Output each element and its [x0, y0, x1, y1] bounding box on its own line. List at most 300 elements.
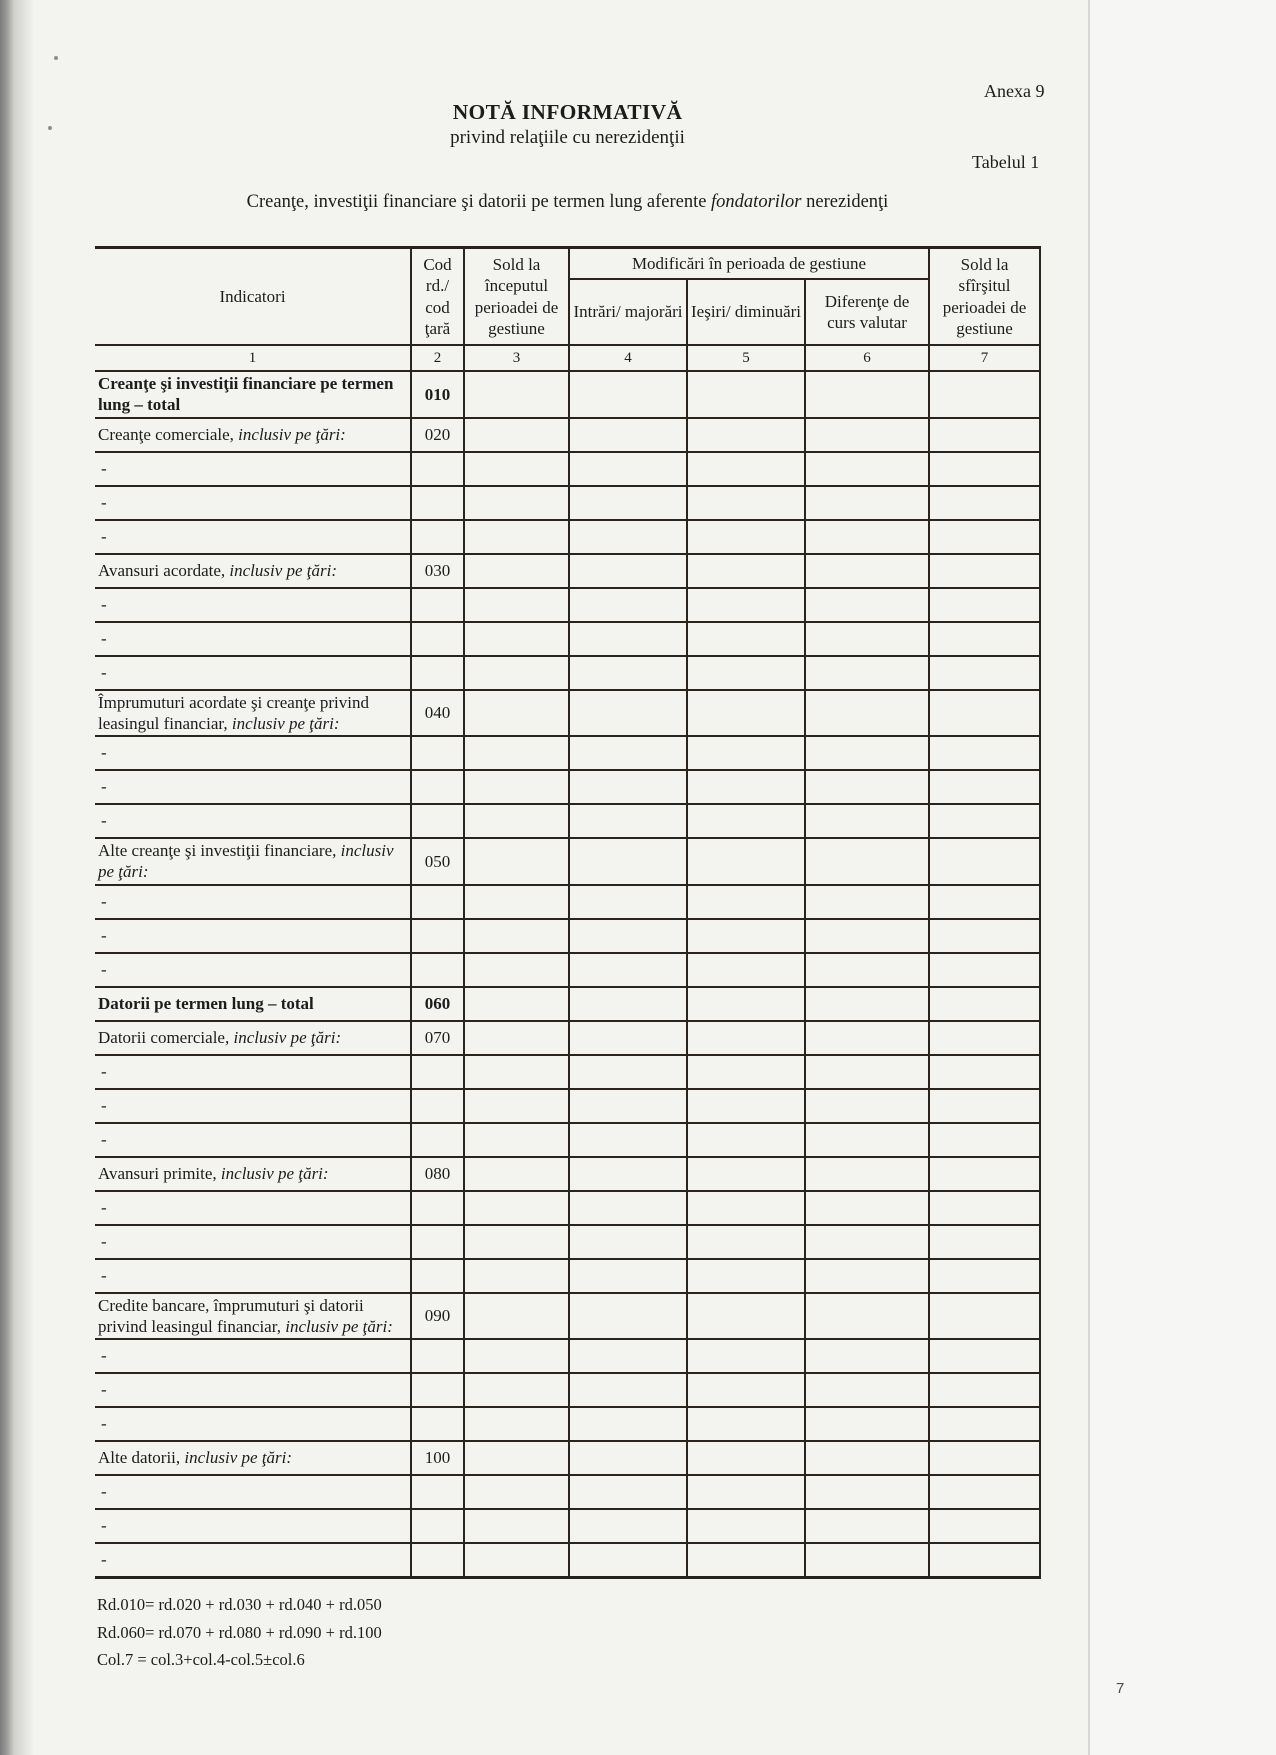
cell-closing-balance [929, 554, 1040, 588]
scan-right-margin [1090, 0, 1276, 1755]
cell-fx-differences [805, 1089, 929, 1123]
row-code [411, 622, 464, 656]
column-number: 5 [687, 345, 805, 371]
cell-fx-differences [805, 452, 929, 486]
cell-inflows [569, 622, 687, 656]
row-label: Datorii pe termen lung – total [95, 987, 411, 1021]
cell-opening-balance [464, 1339, 569, 1373]
row-code: 010 [411, 371, 464, 418]
cell-opening-balance [464, 690, 569, 737]
cell-outflows [687, 690, 805, 737]
cell-closing-balance [929, 1543, 1040, 1578]
table-row [95, 953, 1040, 987]
cell-opening-balance [464, 1191, 569, 1225]
row-label: Avansuri acordate, inclusiv pe ţări: [95, 554, 411, 588]
row-code [411, 656, 464, 690]
row-label: - [95, 1055, 411, 1089]
table-area [95, 246, 1040, 1674]
cell-closing-balance [929, 656, 1040, 690]
page-fold-line [1088, 0, 1090, 1755]
cell-fx-differences [805, 1339, 929, 1373]
row-code [411, 770, 464, 804]
cell-opening-balance [464, 919, 569, 953]
cell-outflows [687, 804, 805, 838]
cell-outflows [687, 656, 805, 690]
cell-fx-differences [805, 987, 929, 1021]
row-label: - [95, 1475, 411, 1509]
table-row [95, 520, 1040, 554]
cell-closing-balance [929, 804, 1040, 838]
cell-outflows [687, 1373, 805, 1407]
col-header-indicators: Indicatori [95, 248, 411, 346]
row-label: - [95, 1543, 411, 1578]
cell-closing-balance [929, 1475, 1040, 1509]
cell-inflows [569, 1509, 687, 1543]
cell-closing-balance [929, 371, 1040, 418]
cell-closing-balance [929, 1441, 1040, 1475]
cell-opening-balance [464, 1509, 569, 1543]
cell-fx-differences [805, 1259, 929, 1293]
row-code [411, 953, 464, 987]
cell-outflows [687, 770, 805, 804]
cell-inflows [569, 588, 687, 622]
cell-opening-balance [464, 371, 569, 418]
column-number-row [95, 345, 1040, 371]
table-row [95, 770, 1040, 804]
cell-outflows [687, 1441, 805, 1475]
row-code [411, 1339, 464, 1373]
column-number: 6 [805, 345, 929, 371]
caption-text-tail: nerezidenţi [801, 192, 889, 212]
cell-closing-balance [929, 452, 1040, 486]
cell-closing-balance [929, 418, 1040, 452]
table-row [95, 1293, 1040, 1340]
cell-fx-differences [805, 690, 929, 737]
cell-fx-differences [805, 1441, 929, 1475]
cell-inflows [569, 486, 687, 520]
cell-closing-balance [929, 520, 1040, 554]
cell-outflows [687, 1293, 805, 1340]
cell-outflows [687, 520, 805, 554]
cell-opening-balance [464, 1475, 569, 1509]
cell-inflows [569, 770, 687, 804]
col-header-modifications-group: Modificări în perioada de gestiune [569, 248, 929, 280]
cell-inflows [569, 1225, 687, 1259]
cell-fx-differences [805, 622, 929, 656]
row-code [411, 1407, 464, 1441]
row-label: - [95, 622, 411, 656]
table-row [95, 1373, 1040, 1407]
cell-opening-balance [464, 987, 569, 1021]
row-label: Datorii comerciale, inclusiv pe ţări: [95, 1021, 411, 1055]
cell-opening-balance [464, 1225, 569, 1259]
cell-fx-differences [805, 1123, 929, 1157]
row-code [411, 452, 464, 486]
table-row [95, 1259, 1040, 1293]
cell-closing-balance [929, 1373, 1040, 1407]
cell-inflows [569, 371, 687, 418]
cell-inflows [569, 1339, 687, 1373]
row-label: - [95, 804, 411, 838]
table-row [95, 736, 1040, 770]
cell-fx-differences [805, 1293, 929, 1340]
cell-outflows [687, 1191, 805, 1225]
cell-outflows [687, 1157, 805, 1191]
cell-inflows [569, 452, 687, 486]
table-row [95, 371, 1040, 418]
cell-inflows [569, 885, 687, 919]
cell-outflows [687, 885, 805, 919]
cell-closing-balance [929, 1509, 1040, 1543]
table-row [95, 1509, 1040, 1543]
document-title: NOTĂ INFORMATIVĂ [452, 100, 683, 124]
column-number: 7 [929, 345, 1040, 371]
row-code [411, 736, 464, 770]
cell-inflows [569, 1055, 687, 1089]
row-code: 090 [411, 1293, 464, 1340]
cell-opening-balance [464, 804, 569, 838]
cell-opening-balance [464, 622, 569, 656]
cell-outflows [687, 1225, 805, 1259]
row-label: - [95, 1225, 411, 1259]
table-row [95, 588, 1040, 622]
row-label: - [95, 1123, 411, 1157]
cell-outflows [687, 838, 805, 885]
table-row [95, 885, 1040, 919]
cell-outflows [687, 452, 805, 486]
cell-outflows [687, 588, 805, 622]
cell-outflows [687, 1055, 805, 1089]
row-code [411, 588, 464, 622]
row-code [411, 919, 464, 953]
row-label: - [95, 736, 411, 770]
table-row [95, 656, 1040, 690]
row-label: - [95, 656, 411, 690]
cell-fx-differences [805, 1475, 929, 1509]
cell-closing-balance [929, 1259, 1040, 1293]
table-row [95, 804, 1040, 838]
cell-fx-differences [805, 656, 929, 690]
row-label: - [95, 919, 411, 953]
cell-inflows [569, 690, 687, 737]
cell-inflows [569, 1123, 687, 1157]
row-code: 030 [411, 554, 464, 588]
cell-closing-balance [929, 1225, 1040, 1259]
table-row [95, 987, 1040, 1021]
row-label: - [95, 452, 411, 486]
row-code [411, 885, 464, 919]
cell-fx-differences [805, 1543, 929, 1578]
cell-outflows [687, 554, 805, 588]
cell-inflows [569, 1441, 687, 1475]
cell-opening-balance [464, 418, 569, 452]
row-label: - [95, 1191, 411, 1225]
row-code [411, 1259, 464, 1293]
cell-inflows [569, 987, 687, 1021]
row-code [411, 486, 464, 520]
table-caption [55, 192, 1080, 213]
cell-inflows [569, 838, 687, 885]
row-label: - [95, 1509, 411, 1543]
cell-opening-balance [464, 554, 569, 588]
row-label: Alte datorii, inclusiv pe ţări: [95, 1441, 411, 1475]
row-code: 050 [411, 838, 464, 885]
col-header-fx-differences: Diferenţe de curs valutar [805, 279, 929, 345]
footnote: Rd.060= rd.070 + rd.080 + rd.090 + rd.100 [97, 1622, 382, 1642]
row-label: - [95, 1259, 411, 1293]
row-code [411, 804, 464, 838]
cell-fx-differences [805, 1407, 929, 1441]
cell-opening-balance [464, 486, 569, 520]
cell-closing-balance [929, 690, 1040, 737]
col-header-inflows: Intrări/ majorări [569, 279, 687, 345]
row-label: Creanţe şi investiţii financiare pe termen lung – total [95, 371, 411, 418]
cell-fx-differences [805, 1225, 929, 1259]
row-code: 100 [411, 1441, 464, 1475]
row-code [411, 1543, 464, 1578]
cell-opening-balance [464, 838, 569, 885]
cell-inflows [569, 1293, 687, 1340]
cell-fx-differences [805, 418, 929, 452]
cell-opening-balance [464, 1441, 569, 1475]
column-number: 2 [411, 345, 464, 371]
cell-closing-balance [929, 838, 1040, 885]
cell-inflows [569, 1373, 687, 1407]
cell-outflows [687, 1123, 805, 1157]
cell-closing-balance [929, 770, 1040, 804]
table-row [95, 1407, 1040, 1441]
cell-opening-balance [464, 656, 569, 690]
row-label: - [95, 953, 411, 987]
cell-opening-balance [464, 1123, 569, 1157]
cell-opening-balance [464, 452, 569, 486]
cell-outflows [687, 1259, 805, 1293]
cell-inflows [569, 1089, 687, 1123]
indicators-table [95, 246, 1041, 1579]
cell-outflows [687, 987, 805, 1021]
cell-fx-differences [805, 1509, 929, 1543]
row-code: 070 [411, 1021, 464, 1055]
table-row [95, 486, 1040, 520]
table-row [95, 1089, 1040, 1123]
cell-inflows [569, 1157, 687, 1191]
row-code [411, 1123, 464, 1157]
cell-outflows [687, 371, 805, 418]
table-row [95, 919, 1040, 953]
cell-fx-differences [805, 486, 929, 520]
cell-fx-differences [805, 1055, 929, 1089]
cell-closing-balance [929, 1089, 1040, 1123]
row-label: - [95, 1339, 411, 1373]
cell-closing-balance [929, 736, 1040, 770]
table-ref-label: Tabelul 1 [972, 152, 1040, 172]
table-row [95, 1191, 1040, 1225]
cell-inflows [569, 804, 687, 838]
table-row [95, 1123, 1040, 1157]
row-code [411, 1475, 464, 1509]
row-code [411, 520, 464, 554]
row-code [411, 1191, 464, 1225]
row-label: - [95, 770, 411, 804]
cell-outflows [687, 1021, 805, 1055]
cell-fx-differences [805, 953, 929, 987]
cell-closing-balance [929, 953, 1040, 987]
footnote: Col.7 = col.3+col.4-col.5±col.6 [97, 1650, 305, 1670]
row-code [411, 1225, 464, 1259]
scan-speck [48, 126, 52, 130]
cell-outflows [687, 1543, 805, 1578]
cell-closing-balance [929, 588, 1040, 622]
cell-inflows [569, 1407, 687, 1441]
cell-fx-differences [805, 554, 929, 588]
cell-inflows [569, 1543, 687, 1578]
cell-fx-differences [805, 588, 929, 622]
cell-inflows [569, 1191, 687, 1225]
cell-closing-balance [929, 1191, 1040, 1225]
cell-inflows [569, 953, 687, 987]
document-subtitle: privind relaţiile cu nerezidenţii [450, 127, 685, 148]
row-code [411, 1373, 464, 1407]
cell-outflows [687, 1407, 805, 1441]
cell-fx-differences [805, 1373, 929, 1407]
row-code [411, 1089, 464, 1123]
cell-opening-balance [464, 736, 569, 770]
cell-fx-differences [805, 770, 929, 804]
cell-inflows [569, 520, 687, 554]
cell-closing-balance [929, 919, 1040, 953]
column-number: 4 [569, 345, 687, 371]
caption-text: Creanţe, investiţii financiare şi datorii pe termen lung aferente [246, 192, 712, 212]
col-header-outflows: Ieşiri/ diminuări [687, 279, 805, 345]
cell-fx-differences [805, 371, 929, 418]
col-header-closing-balance: Sold la sfîrşitul perioadei de gestiune [929, 248, 1040, 346]
table-row [95, 1157, 1040, 1191]
row-code: 080 [411, 1157, 464, 1191]
cell-closing-balance [929, 486, 1040, 520]
table-row [95, 418, 1040, 452]
col-header-code: Cod rd./ cod ţară [411, 248, 464, 346]
column-number: 1 [95, 345, 411, 371]
cell-inflows [569, 919, 687, 953]
cell-fx-differences [805, 804, 929, 838]
cell-fx-differences [805, 919, 929, 953]
cell-closing-balance [929, 1339, 1040, 1373]
cell-closing-balance [929, 622, 1040, 656]
title-block [95, 100, 1040, 149]
table-row [95, 1055, 1040, 1089]
cell-closing-balance [929, 1293, 1040, 1340]
table-row [95, 622, 1040, 656]
cell-opening-balance [464, 1157, 569, 1191]
table-row [95, 1441, 1040, 1475]
table-row [95, 1225, 1040, 1259]
cell-fx-differences [805, 838, 929, 885]
table-row [95, 1475, 1040, 1509]
cell-closing-balance [929, 885, 1040, 919]
table-row [95, 1339, 1040, 1373]
cell-outflows [687, 418, 805, 452]
cell-closing-balance [929, 1407, 1040, 1441]
cell-outflows [687, 1339, 805, 1373]
cell-opening-balance [464, 770, 569, 804]
row-label: Împrumuturi acordate şi creanţe privind leasingul financiar, inclusiv pe ţări: [95, 690, 411, 737]
cell-outflows [687, 1089, 805, 1123]
cell-outflows [687, 622, 805, 656]
cell-fx-differences [805, 736, 929, 770]
column-number: 3 [464, 345, 569, 371]
table-row [95, 554, 1040, 588]
row-label: Credite bancare, împrumuturi şi datorii privind leasingul financiar, inclusiv pe ţări: [95, 1293, 411, 1340]
cell-opening-balance [464, 520, 569, 554]
row-label: - [95, 1373, 411, 1407]
cell-outflows [687, 1475, 805, 1509]
cell-outflows [687, 736, 805, 770]
cell-opening-balance [464, 1089, 569, 1123]
row-code: 040 [411, 690, 464, 737]
row-label: Alte creanţe şi investiţii financiare, inclusiv pe ţări: [95, 838, 411, 885]
table-row [95, 1543, 1040, 1578]
cell-closing-balance [929, 1157, 1040, 1191]
annex-label: Anexa 9 [984, 81, 1045, 101]
caption-italic-text: fondatorilor [711, 192, 802, 212]
cell-inflows [569, 1475, 687, 1509]
row-label: - [95, 1407, 411, 1441]
cell-inflows [569, 656, 687, 690]
table-row [95, 690, 1040, 737]
row-label: - [95, 486, 411, 520]
scan-left-edge-shadow [0, 0, 34, 1755]
cell-closing-balance [929, 1021, 1040, 1055]
cell-opening-balance [464, 1055, 569, 1089]
row-code [411, 1055, 464, 1089]
row-code: 020 [411, 418, 464, 452]
row-label: - [95, 885, 411, 919]
cell-inflows [569, 736, 687, 770]
cell-opening-balance [464, 1259, 569, 1293]
cell-outflows [687, 953, 805, 987]
cell-closing-balance [929, 1055, 1040, 1089]
row-label: - [95, 520, 411, 554]
page-number: 7 [1116, 1680, 1125, 1697]
col-header-opening-balance: Sold la începutul perioadei de gestiune [464, 248, 569, 346]
table-row [95, 452, 1040, 486]
cell-closing-balance [929, 1123, 1040, 1157]
cell-opening-balance [464, 953, 569, 987]
cell-opening-balance [464, 1407, 569, 1441]
row-label: - [95, 588, 411, 622]
cell-fx-differences [805, 520, 929, 554]
cell-opening-balance [464, 1293, 569, 1340]
cell-opening-balance [464, 885, 569, 919]
cell-fx-differences [805, 1157, 929, 1191]
cell-outflows [687, 486, 805, 520]
cell-outflows [687, 919, 805, 953]
table-row [95, 838, 1040, 885]
cell-inflows [569, 1259, 687, 1293]
cell-inflows [569, 418, 687, 452]
scan-speck [54, 56, 58, 60]
row-label: Avansuri primite, inclusiv pe ţări: [95, 1157, 411, 1191]
row-label: - [95, 1089, 411, 1123]
cell-outflows [687, 1509, 805, 1543]
row-label: Creanţe comerciale, inclusiv pe ţări: [95, 418, 411, 452]
cell-opening-balance [464, 1543, 569, 1578]
table-body [95, 371, 1040, 1578]
cell-inflows [569, 554, 687, 588]
footnotes-block [95, 1591, 1040, 1674]
row-code: 060 [411, 987, 464, 1021]
cell-inflows [569, 1021, 687, 1055]
